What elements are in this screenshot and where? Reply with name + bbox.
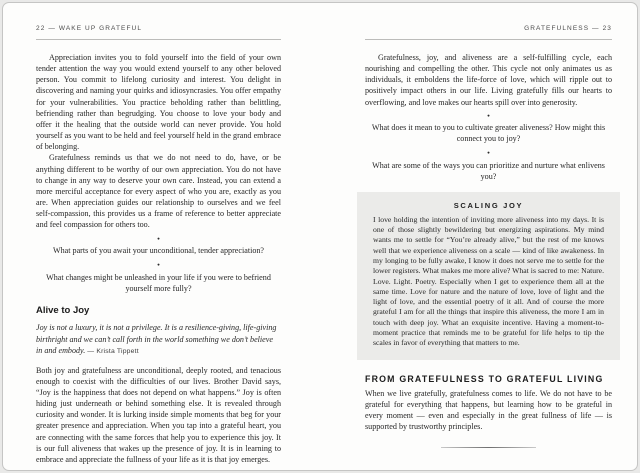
divider-bullet-icon: ● [157, 235, 160, 241]
section-heading-grateful-living: FROM GRATEFULNESS TO GRATEFUL LIVING [365, 373, 604, 384]
paragraph-live-gratefully: When we live gratefully, gratefulness comes to life. We do not have to be grateful for everything that happens, but learning how to be grateful in every moment — even and especially in the great fullness of life — is supported by trustworthy principles. [365, 388, 612, 432]
header-rule-left [36, 39, 281, 40]
book-spread [2, 2, 638, 471]
epigraph-quote [36, 322, 281, 356]
divider-bullet-icon: ● [157, 262, 160, 268]
subsection-heading-alive-to-joy: Alive to Joy [36, 305, 90, 317]
quote-attribution: — Krista Tippett [87, 348, 139, 356]
scaling-joy-callout-box [357, 192, 620, 360]
paragraph-appreciation: Appreciation invites you to fold yourself into the field of your own tender attention the way you would extend yourself to any other beloved person. You commit to lifelong curiosity and interest. You delight in discovering and naming your quirks and idiosyncrasies. You offer empathy for your vulnerabilities. You practice beholding rather than belittling, befriending rather than begrudging. You choose to love your body and offer it the healing that the outside world can never provide. You hold yourself as you want to be held and feel yourself held in the grand embrace of belonging. [36, 53, 281, 152]
paragraph-self-fulfilling-cycle: Gratefulness, joy, and aliveness are a self-fulfilling cycle, each nourishing and compelling the other. This cycle not only animates us as individuals, it emboldens the life-force of love, which will ripple out to positively impact others in our life. Living gratefully fills our hearts to overflowing, and love makes our hearts spill over into generosity. [365, 53, 612, 107]
right-page [365, 3, 612, 470]
left-page [36, 3, 281, 470]
running-head-right: GRATEFULNESS — 23 [524, 25, 612, 32]
callout-body: I love holding the intention of inviting more aliveness into my days. It is one of those slightly bewildering but energizing aspirations. My mind wants me to settle for “You’re already alive,” but the rest of me knows well that we experience aliveness on a scale — kind of like awakeness. In my longing to be fully awake, I know it does not serve me to settle for the lower registers. What makes me more alive? What is sacred to me: Nature. Love. Light. Poetry. Especially when I get to experience them all at the same time. Love for nature and the nature of love, love of light and the light of love, and the essential poetry of it all. And of course the more grateful I am for all the things that inspire this aliveness, the more I am in touch with deep joy. What an exquisite incentive. Having a moment-to-moment practice that reminds me to be grateful for life helps to tip the scales in favor of everything that matters to me. [373, 214, 604, 348]
paragraph-gratefulness-reminds: Gratefulness reminds us that we do not need to do, have, or be anything different to be worthy of our own appreciation. You do not have to change in any way to deserve your own care. Instead, you can extend a more merciful acceptance for every aspect of who you are, exactly as you are. When appreciation guides our relationship to ourselves and we feel self-compassion, this provides us a frame of reference to better appreciate and feel compassion for others too. [36, 153, 281, 230]
divider-bullet-icon: ● [487, 150, 490, 156]
reflection-question: What changes might be unleashed in your life if you were to befriend yourself more fully? [46, 272, 271, 293]
reflection-question: What parts of you await your unconditional, tender appreciation? [52, 246, 265, 256]
callout-title: SCALING JOY [453, 200, 524, 210]
paragraph-joy-and-gratefulness: Both joy and gratefulness are unconditional, deeply rooted, and tenacious enough to coexist with the difficulties of our lives. Brother David says, “Joy is the happiness that does not depend on what happens.” Joy is often hiding just underneath or behind something else. It is revealed through curiosity and wonder. It is lurking inside simple moments that beg for your greater presence and appreciation. When you tap into a grateful heart, you are connecting with the same forces that help you to experience this joy. It is our full aliveness that wakes up the presence of joy. It is in learning to embrace and appreciate the fullness of your life as it is that joy emerges. [36, 365, 281, 464]
running-head-left: 22 — WAKE UP GRATEFUL [36, 25, 143, 32]
reflection-question: What are some of the ways you can prioritize and nurture what enlivens you? [372, 160, 605, 181]
reflection-question: What does it mean to you to cultivate greater aliveness? How might this connect you to joy? [371, 123, 606, 144]
quote-text: Joy is not a luxury, it is not a privilege. It is a resilience-giving, life-giving birthright and we can’t call forth in the world something we don’t believe in and embody. [36, 323, 277, 356]
right-page-content [365, 52, 612, 448]
divider-bullet-icon: ● [487, 112, 490, 118]
header-rule-right [365, 39, 612, 40]
section-end-rule [441, 447, 536, 448]
left-page-content [36, 52, 281, 465]
